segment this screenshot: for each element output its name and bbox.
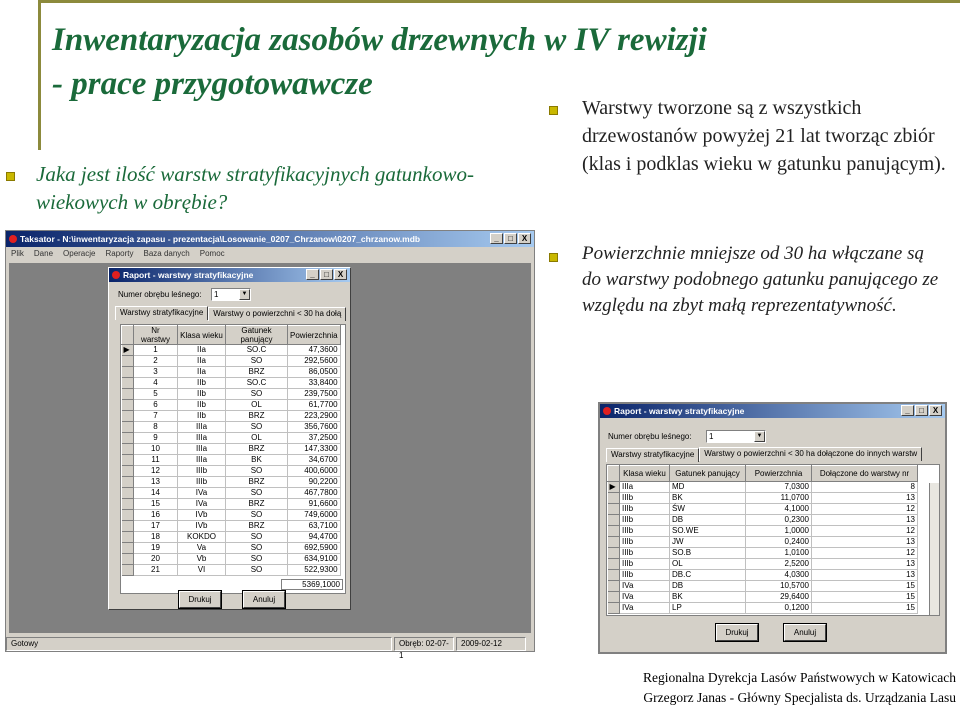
table-cell[interactable]: 292,5600: [288, 356, 341, 367]
row-indicator[interactable]: [122, 532, 134, 543]
title-line-1: Inwentaryzacja zasobów drzewnych w IV rewizji: [52, 22, 707, 58]
table-cell[interactable]: BRZ: [226, 521, 288, 532]
table-cell[interactable]: IVa: [620, 592, 670, 603]
table-cell[interactable]: IIIa: [178, 433, 226, 444]
table-row[interactable]: [608, 603, 918, 614]
table-cell[interactable]: SO: [226, 543, 288, 554]
table-row[interactable]: [608, 559, 918, 570]
maximize-button[interactable]: □: [320, 269, 333, 280]
table-cell[interactable]: BK: [670, 493, 746, 504]
table-cell[interactable]: SO: [226, 510, 288, 521]
row-indicator[interactable]: [608, 526, 620, 537]
report-dialog: [108, 267, 351, 610]
table-cell[interactable]: 11,0700: [746, 493, 812, 504]
tab-strip: [606, 448, 922, 462]
table-row[interactable]: [122, 499, 341, 510]
table-cell[interactable]: 239,7500: [288, 389, 341, 400]
table-cell[interactable]: IIIa: [178, 444, 226, 455]
table-cell[interactable]: IIIb: [620, 526, 670, 537]
bullet-text-2-line: względu na zbyt małą reprezentatywność.: [582, 295, 897, 316]
menu-bar: [6, 247, 534, 261]
row-indicator[interactable]: [608, 592, 620, 603]
menu-baza-danych[interactable]: Baza danych: [143, 249, 190, 258]
col-header[interactable]: Powierzchnia: [288, 326, 341, 345]
maximize-button[interactable]: □: [915, 405, 928, 416]
table-cell[interactable]: 6: [134, 400, 178, 411]
dialog-title: Raport - warstwy stratyfikacyjne: [123, 270, 254, 280]
table-cell[interactable]: SO.B: [670, 548, 746, 559]
tab-warstwy[interactable]: Warstwy stratyfikacyjne: [606, 448, 699, 462]
table-cell[interactable]: IIa: [178, 367, 226, 378]
table-cell[interactable]: 34,6700: [288, 455, 341, 466]
cancel-button[interactable]: Anuluj: [784, 624, 826, 641]
close-button[interactable]: X: [334, 269, 347, 280]
app-icon: [9, 235, 17, 243]
table-cell[interactable]: VI: [178, 565, 226, 576]
table-cell[interactable]: 9: [134, 433, 178, 444]
print-button[interactable]: Drukuj: [179, 591, 221, 608]
obreb-value: 1: [214, 290, 219, 299]
table-cell[interactable]: 467,7800: [288, 488, 341, 499]
table-cell[interactable]: IIIa: [178, 455, 226, 466]
table-cell[interactable]: 13: [812, 559, 918, 570]
question-text: Jaka jest ilość warstw stratyfikacyjnych gatunkowo-wiekowych w obrębie?: [36, 162, 475, 214]
cancel-button[interactable]: Anuluj: [243, 591, 285, 608]
row-indicator[interactable]: [122, 466, 134, 477]
table-cell[interactable]: IVb: [178, 510, 226, 521]
table-row[interactable]: [122, 411, 341, 422]
minimize-button[interactable]: _: [490, 233, 503, 244]
table-cell[interactable]: DB: [670, 581, 746, 592]
table-cell[interactable]: 90,2200: [288, 477, 341, 488]
menu-operacje[interactable]: Operacje: [63, 249, 96, 258]
table-row[interactable]: [122, 510, 341, 521]
table-cell[interactable]: 3: [134, 367, 178, 378]
row-indicator[interactable]: [122, 400, 134, 411]
row-indicator[interactable]: [122, 554, 134, 565]
table-cell[interactable]: 19: [134, 543, 178, 554]
table-cell[interactable]: 0,2400: [746, 537, 812, 548]
table-cell[interactable]: 47,3600: [288, 345, 341, 356]
menu-dane[interactable]: Dane: [33, 249, 54, 258]
table-cell[interactable]: 11: [134, 455, 178, 466]
bullet-text-1: Warstwy tworzone są z wszystkich drzewostanów powyżej 21 lat tworząc zbiór (klas i podklas wieku w gatunku panującym).: [582, 97, 946, 175]
table-cell[interactable]: 1,0100: [746, 548, 812, 559]
row-indicator[interactable]: [608, 548, 620, 559]
table-row[interactable]: [122, 477, 341, 488]
table-row[interactable]: [608, 493, 918, 504]
table-cell[interactable]: 8: [812, 482, 918, 493]
title-line-2: - prace przygotowawcze: [52, 66, 373, 102]
table-row[interactable]: [608, 526, 918, 537]
bullet-text-2: [582, 241, 960, 319]
col-header[interactable]: Klasa wieku: [620, 466, 670, 482]
table-cell[interactable]: IVa: [178, 488, 226, 499]
table-cell[interactable]: 13: [812, 493, 918, 504]
table-row[interactable]: [608, 537, 918, 548]
table-cell[interactable]: 20: [134, 554, 178, 565]
slide-frame-top: [38, 0, 960, 3]
table-cell[interactable]: IVa: [620, 603, 670, 614]
table-cell[interactable]: IVa: [620, 581, 670, 592]
row-indicator[interactable]: [608, 559, 620, 570]
dialog-icon: [603, 407, 611, 415]
table-cell[interactable]: BRZ: [226, 444, 288, 455]
table-cell[interactable]: IIb: [178, 400, 226, 411]
table-cell[interactable]: 29,6400: [746, 592, 812, 603]
table-cell[interactable]: IIIb: [178, 477, 226, 488]
tab-male-warstwy[interactable]: Warstwy o powierzchni < 30 ha dołą: [208, 307, 346, 321]
tab-strip: [115, 307, 346, 321]
table-cell[interactable]: 14: [134, 488, 178, 499]
taksator-window: [5, 230, 535, 660]
table-row[interactable]: [122, 367, 341, 378]
table-cell[interactable]: BK: [226, 455, 288, 466]
row-indicator[interactable]: [122, 543, 134, 554]
table-cell[interactable]: 0,2300: [746, 515, 812, 526]
table-cell[interactable]: IIb: [178, 411, 226, 422]
table-cell[interactable]: Vb: [178, 554, 226, 565]
table-row[interactable]: [608, 482, 918, 493]
table-cell[interactable]: 16: [134, 510, 178, 521]
report-dialog-small-strata: [598, 402, 947, 654]
slide-title: [52, 18, 952, 106]
row-indicator[interactable]: [122, 378, 134, 389]
table-cell[interactable]: BRZ: [226, 477, 288, 488]
table-cell[interactable]: SO: [226, 466, 288, 477]
slide-frame-left: [38, 0, 41, 150]
table-cell[interactable]: 400,6000: [288, 466, 341, 477]
dialog-window-buttons: [901, 405, 942, 416]
table-cell[interactable]: 2: [134, 356, 178, 367]
obreb-label: Numer obrębu leśnego:: [608, 432, 692, 441]
table-cell[interactable]: 7: [134, 411, 178, 422]
status-bar: [6, 637, 534, 660]
table-cell[interactable]: 86,0500: [288, 367, 341, 378]
table-row[interactable]: [122, 400, 341, 411]
table-cell[interactable]: 15: [134, 499, 178, 510]
table-cell[interactable]: SO: [226, 554, 288, 565]
table-cell[interactable]: 13: [812, 570, 918, 581]
table-cell[interactable]: 13: [812, 537, 918, 548]
table-cell[interactable]: 147,3300: [288, 444, 341, 455]
table-cell[interactable]: Va: [178, 543, 226, 554]
row-indicator-icon[interactable]: ▶: [608, 482, 620, 493]
table-cell[interactable]: 2,5200: [746, 559, 812, 570]
table-cell[interactable]: SO: [226, 532, 288, 543]
table-cell[interactable]: 12: [812, 548, 918, 559]
table-row[interactable]: [608, 515, 918, 526]
table-cell[interactable]: IIIb: [620, 493, 670, 504]
bullet-square-icon: [549, 253, 558, 262]
table-row[interactable]: [122, 433, 341, 444]
table-row[interactable]: [122, 488, 341, 499]
table-cell[interactable]: IIb: [178, 378, 226, 389]
row-indicator[interactable]: [122, 565, 134, 576]
table-cell[interactable]: SO: [226, 422, 288, 433]
row-indicator[interactable]: [122, 411, 134, 422]
row-indicator-icon[interactable]: ▶: [122, 345, 134, 356]
table-cell[interactable]: DB.C: [670, 570, 746, 581]
table-row[interactable]: [122, 356, 341, 367]
row-indicator[interactable]: [608, 570, 620, 581]
table-cell[interactable]: 13: [134, 477, 178, 488]
bullet-square-icon: [6, 172, 15, 181]
minimize-button[interactable]: _: [901, 405, 914, 416]
row-indicator[interactable]: [122, 367, 134, 378]
table-cell[interactable]: IIIb: [620, 570, 670, 581]
row-indicator[interactable]: [122, 455, 134, 466]
table-cell[interactable]: KOKDO: [178, 532, 226, 543]
row-indicator[interactable]: [122, 488, 134, 499]
table-cell[interactable]: 61,7700: [288, 400, 341, 411]
table-cell[interactable]: 37,2500: [288, 433, 341, 444]
table-row[interactable]: [122, 466, 341, 477]
status-text: Gotowy: [6, 637, 392, 651]
table-row[interactable]: [122, 554, 341, 565]
chevron-down-icon[interactable]: ▼: [239, 289, 250, 300]
table-row[interactable]: [122, 521, 341, 532]
table-row[interactable]: [608, 548, 918, 559]
table-cell[interactable]: IIIb: [620, 504, 670, 515]
tab-male-warstwy[interactable]: Warstwy o powierzchni < 30 ha dołączone do innych warstw: [699, 447, 922, 461]
table-cell[interactable]: SO.C: [226, 345, 288, 356]
minimize-button[interactable]: _: [306, 269, 319, 280]
table-cell[interactable]: 4,0300: [746, 570, 812, 581]
window-buttons: [490, 233, 531, 244]
table-row[interactable]: [608, 570, 918, 581]
strata-table: [121, 325, 341, 576]
table-cell[interactable]: 356,7600: [288, 422, 341, 433]
table-cell[interactable]: IIIb: [620, 548, 670, 559]
table-cell[interactable]: IIIa: [620, 482, 670, 493]
table-cell[interactable]: IIIa: [178, 422, 226, 433]
row-indicator[interactable]: [608, 504, 620, 515]
table-cell[interactable]: 91,6600: [288, 499, 341, 510]
table-cell[interactable]: 12: [134, 466, 178, 477]
table-cell[interactable]: 1,0000: [746, 526, 812, 537]
dialog-icon: [112, 271, 120, 279]
table-cell[interactable]: SO.WE: [670, 526, 746, 537]
table-cell[interactable]: 10,5700: [746, 581, 812, 592]
table-cell[interactable]: 13: [812, 515, 918, 526]
table-cell[interactable]: IVa: [178, 499, 226, 510]
vertical-scrollbar[interactable]: [929, 483, 939, 615]
table-cell[interactable]: IIIb: [178, 466, 226, 477]
row-indicator[interactable]: [122, 499, 134, 510]
table-cell[interactable]: SO: [226, 356, 288, 367]
table-row[interactable]: [122, 444, 341, 455]
menu-plik[interactable]: Plik: [11, 249, 24, 258]
table-cell[interactable]: 522,9300: [288, 565, 341, 576]
footer-line-2: Grzegorz Janas - Główny Specjalista ds. Urządzania Lasu: [643, 690, 956, 705]
col-header[interactable]: Gatunek panujący: [226, 326, 288, 345]
table-cell[interactable]: OL: [226, 400, 288, 411]
table-row[interactable]: [122, 378, 341, 389]
row-indicator[interactable]: [608, 493, 620, 504]
table-cell[interactable]: LP: [670, 603, 746, 614]
table-row[interactable]: [608, 581, 918, 592]
status-date: 2009-02-12: [456, 637, 526, 651]
obreb-label: Numer obrębu leśnego:: [118, 290, 202, 299]
footer-line-1: Regionalna Dyrekcja Lasów Państwowych w Katowicach: [642, 670, 956, 685]
table-cell[interactable]: IVb: [178, 521, 226, 532]
table-cell[interactable]: 10: [134, 444, 178, 455]
table-cell[interactable]: DB: [670, 515, 746, 526]
table-cell[interactable]: MD: [670, 482, 746, 493]
table-cell[interactable]: 33,8400: [288, 378, 341, 389]
table-cell[interactable]: 8: [134, 422, 178, 433]
col-header[interactable]: Powierzchnia: [746, 466, 812, 482]
row-indicator[interactable]: [122, 433, 134, 444]
row-indicator[interactable]: [608, 537, 620, 548]
dialog-titlebar[interactable]: [600, 404, 945, 418]
row-indicator[interactable]: [608, 515, 620, 526]
table-cell[interactable]: 4: [134, 378, 178, 389]
table-cell[interactable]: ŚW: [670, 504, 746, 515]
obreb-value: 1: [709, 432, 714, 441]
footer: [643, 668, 956, 708]
table-cell[interactable]: 15: [812, 581, 918, 592]
close-button[interactable]: X: [518, 233, 531, 244]
table-cell[interactable]: 4,1000: [746, 504, 812, 515]
table-cell[interactable]: 63,7100: [288, 521, 341, 532]
row-indicator[interactable]: [122, 444, 134, 455]
small-strata-table: [607, 465, 918, 614]
table-row[interactable]: [122, 532, 341, 543]
row-indicator[interactable]: [122, 356, 134, 367]
table-cell[interactable]: 94,4700: [288, 532, 341, 543]
table-cell[interactable]: 15: [812, 603, 918, 614]
table-cell[interactable]: SO: [226, 389, 288, 400]
table-row[interactable]: [122, 565, 341, 576]
table-cell[interactable]: OL: [670, 559, 746, 570]
col-header[interactable]: Gatunek panujący: [670, 466, 746, 482]
obreb-select[interactable]: [211, 288, 251, 301]
table-cell[interactable]: 17: [134, 521, 178, 532]
row-indicator[interactable]: [122, 477, 134, 488]
print-button[interactable]: Drukuj: [716, 624, 758, 641]
table-cell[interactable]: IIIb: [620, 537, 670, 548]
dialog-window-buttons: [306, 269, 347, 280]
row-indicator[interactable]: [608, 581, 620, 592]
table-cell[interactable]: 634,9100: [288, 554, 341, 565]
table-cell[interactable]: IIa: [178, 345, 226, 356]
menu-raporty[interactable]: Raporty: [105, 249, 134, 258]
row-indicator[interactable]: [122, 521, 134, 532]
total-area: 5369,1000: [281, 579, 343, 590]
table-row[interactable]: [122, 543, 341, 554]
row-indicator[interactable]: [122, 389, 134, 400]
bullet-text-2-line: do warstwy podobnego gatunku panującego ze: [582, 269, 939, 290]
table-cell[interactable]: JW: [670, 537, 746, 548]
table-cell[interactable]: 5: [134, 389, 178, 400]
data-grid: [120, 324, 346, 594]
table-cell[interactable]: 692,5900: [288, 543, 341, 554]
maximize-button[interactable]: □: [504, 233, 517, 244]
col-header[interactable]: Dołączone do warstwy nr: [812, 466, 918, 482]
table-row[interactable]: [122, 455, 341, 466]
table-cell[interactable]: 18: [134, 532, 178, 543]
bullet-square-icon: [549, 106, 558, 115]
table-cell[interactable]: 749,6000: [288, 510, 341, 521]
table-cell[interactable]: 12: [812, 526, 918, 537]
table-cell[interactable]: 0,1200: [746, 603, 812, 614]
table-cell[interactable]: 15: [812, 592, 918, 603]
table-row[interactable]: [122, 389, 341, 400]
close-button[interactable]: X: [929, 405, 942, 416]
table-cell[interactable]: 223,2900: [288, 411, 341, 422]
table-cell[interactable]: SO: [226, 565, 288, 576]
table-cell[interactable]: IIIb: [620, 559, 670, 570]
table-cell[interactable]: 1: [134, 345, 178, 356]
row-indicator[interactable]: [122, 422, 134, 433]
table-cell[interactable]: IIIb: [620, 515, 670, 526]
row-indicator[interactable]: [608, 603, 620, 614]
table-cell[interactable]: IIb: [178, 389, 226, 400]
table-row[interactable]: [122, 422, 341, 433]
table-cell[interactable]: SO: [226, 488, 288, 499]
dialog-titlebar[interactable]: [109, 268, 350, 282]
table-cell[interactable]: 12: [812, 504, 918, 515]
dialog-title: Raport - warstwy stratyfikacyjne: [614, 406, 745, 416]
menu-pomoc[interactable]: Pomoc: [199, 249, 225, 258]
data-grid: [606, 464, 940, 616]
table-cell[interactable]: SO.C: [226, 378, 288, 389]
app-titlebar[interactable]: [6, 231, 534, 247]
col-header[interactable]: Nr warstwy: [134, 326, 178, 345]
table-row[interactable]: [608, 592, 918, 603]
table-cell[interactable]: 21: [134, 565, 178, 576]
tab-warstwy[interactable]: Warstwy stratyfikacyjne: [115, 306, 208, 320]
col-header[interactable]: Klasa wieku: [178, 326, 226, 345]
table-cell[interactable]: BRZ: [226, 411, 288, 422]
table-cell[interactable]: 7,0300: [746, 482, 812, 493]
obreb-select[interactable]: [706, 430, 766, 443]
table-cell[interactable]: OL: [226, 433, 288, 444]
table-cell[interactable]: BRZ: [226, 367, 288, 378]
table-row[interactable]: [608, 504, 918, 515]
app-title: Taksator - N:\inwentaryzacja zapasu - prezentacja\Losowanie_0207_Chrzanow\0207_chrzanow.mdb: [20, 234, 421, 244]
table-cell[interactable]: BK: [670, 592, 746, 603]
chevron-down-icon[interactable]: ▼: [754, 431, 765, 442]
bullet-text-2-line: Powierzchnie mniejsze od 30 ha włączane są: [582, 243, 924, 264]
status-obreb: Obręb: 02-07-1: [394, 637, 454, 651]
table-cell[interactable]: BRZ: [226, 499, 288, 510]
table-cell[interactable]: IIa: [178, 356, 226, 367]
table-row[interactable]: [122, 345, 341, 356]
row-indicator[interactable]: [122, 510, 134, 521]
